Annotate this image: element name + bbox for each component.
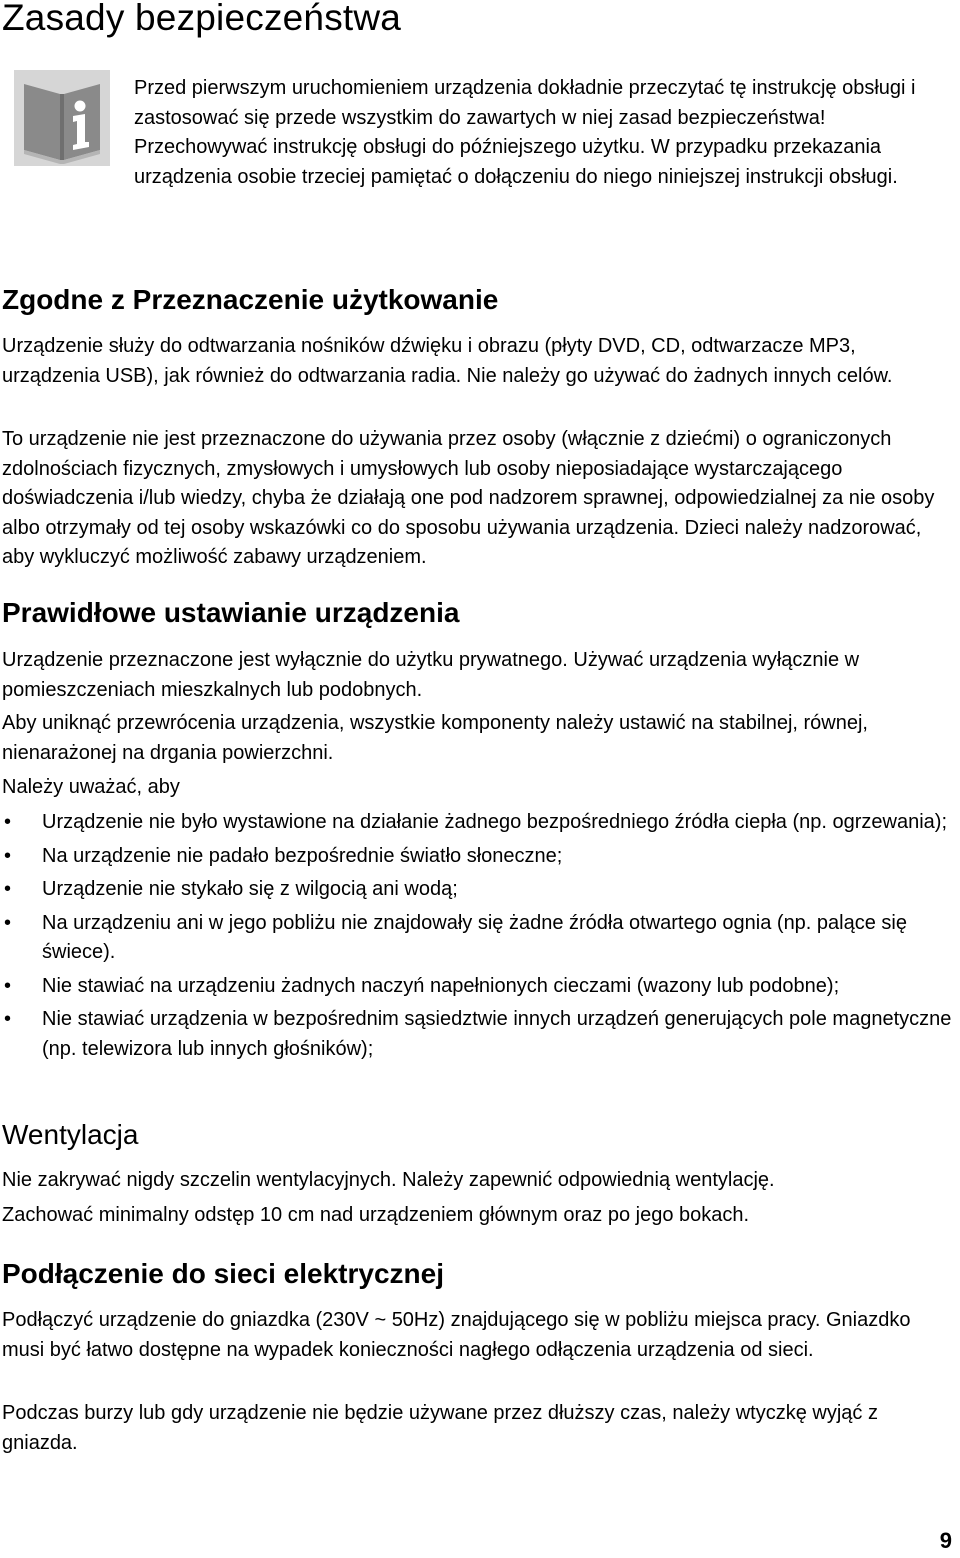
intended-use-paragraph-2: To urządzenie nie jest przeznaczone do używania przez osoby (włącznie z dziećmi) o ograniczonych zdolnościach fizycznych, zmysłowych i umysłowych lub osoby nieposiadające wystarczającego doświadczenia i/lub wiedzy, chyba że działają one pod nadzorem sprawnej, odpowiedzialnej za nie osoby albo otrzymały od tej osoby wskazówki co do sposobu używania urządzenia. Dzieci należy nadzorować, aby wykluczyć możliwość zabawy urządzeniem. (2, 428, 935, 568)
list-item (2, 972, 957, 1002)
power-paragraph-2: Podczas burzy lub gdy urządzenie nie będzie używane przez dłuższy czas, należy wtyczkę wyjąć z gniazda. (2, 1402, 878, 1454)
bullet-text: Na urządzeniu ani w jego pobliżu nie znajdowały się żadne źródła otwartego ognia (np. palące się świece). (42, 911, 907, 963)
power-heading: Podłączenie do sieci elektrycznej (2, 1258, 444, 1289)
bullet-icon: • (4, 811, 12, 833)
list-item (2, 1005, 957, 1064)
page-title: Zasady bezpieczeństwa (2, 0, 402, 38)
list-item (2, 808, 957, 838)
intro-paragraph-1: Przed pierwszym uruchomieniem urządzenia dokładnie przeczytać tę instrukcję obsługi i zastosować się przede wszystkim do zawartych w niej zasad bezpieczeństwa! (134, 77, 916, 129)
setup-bullet-list (2, 808, 957, 1068)
ventilation-paragraph-1: Nie zakrywać nigdy szczelin wentylacyjnych. Należy zapewnić odpowiednią wentylację. (2, 1169, 775, 1191)
bullet-text: Urządzenie nie było wystawione na działanie żadnego bezpośredniego źródła ciepła (np. ogrzewania); (42, 811, 947, 833)
list-item (2, 909, 957, 968)
ventilation-heading: Wentylacja (2, 1119, 139, 1150)
intended-use-heading: Zgodne z Przeznaczenie użytkowanie (2, 284, 499, 315)
setup-paragraph-1: Urządzenie przeznaczone jest wyłącznie do użytku prywatnego. Używać urządzenia wyłącznie w pomieszczeniach mieszkalnych lub podobnych. (2, 649, 860, 701)
bullet-icon: • (4, 911, 12, 934)
intended-use-paragraph-1: Urządzenie służy do odtwarzania nośników dźwięku i obrazu (płyty DVD, CD, odtwarzacze MP3, urządzenia USB), jak również do odtwarzania radia. Nie należy go używać do żadnych innych celów. (2, 335, 893, 387)
bullet-text: Na urządzenie nie padało bezpośrednie światło słoneczne; (42, 844, 563, 867)
bullet-icon: • (4, 878, 12, 900)
ventilation-paragraph-2: Zachować minimalny odstęp 10 cm nad urządzeniem głównym oraz po jego bokach. (2, 1204, 750, 1226)
bullet-text: Urządzenie nie stykało się z wilgocią ani wodą; (42, 878, 458, 900)
intro-text (134, 74, 954, 192)
page-number: 9 (939, 1528, 952, 1553)
setup-heading: Prawidłowe ustawianie urządzenia (2, 597, 460, 628)
setup-paragraph-3: Należy uważać, aby (2, 776, 180, 798)
power-paragraph-1: Podłączyć urządzenie do gniazdka (230V ~ 50Hz) znajdującego się w pobliżu miejsca pracy. Gniazdko musi być łatwo dostępne na wypadek konieczności nagłego odłączenia urządzenia od sieci. (2, 1309, 911, 1361)
bullet-icon: • (4, 974, 12, 997)
bullet-text: Nie stawiać urządzenia w bezpośrednim sąsiedztwie innych urządzeń generujących pole magnetyczne (np. telewizora lub innych głośników); (42, 1008, 952, 1060)
setup-paragraph-2: Aby uniknąć przewrócenia urządzenia, wszystkie komponenty należy ustawić na stabilnej, równej, nienarażonej na drgania powierzchni. (2, 712, 868, 764)
intro-paragraph-2: Przechowywać instrukcję obsługi do późniejszego użytku. W przypadku przekazania urządzenia osobie trzeciej pamiętać o dołączeniu do niego niniejszej instrukcji obsługi. (134, 136, 898, 188)
bullet-icon: • (4, 1008, 12, 1030)
bullet-icon: • (4, 844, 12, 867)
info-book-icon (14, 70, 110, 166)
bullet-text: Nie stawiać na urządzeniu żadnych naczyń napełnionych cieczami (wazony lub podobne); (42, 974, 840, 997)
list-item (2, 875, 957, 905)
list-item (2, 842, 957, 872)
